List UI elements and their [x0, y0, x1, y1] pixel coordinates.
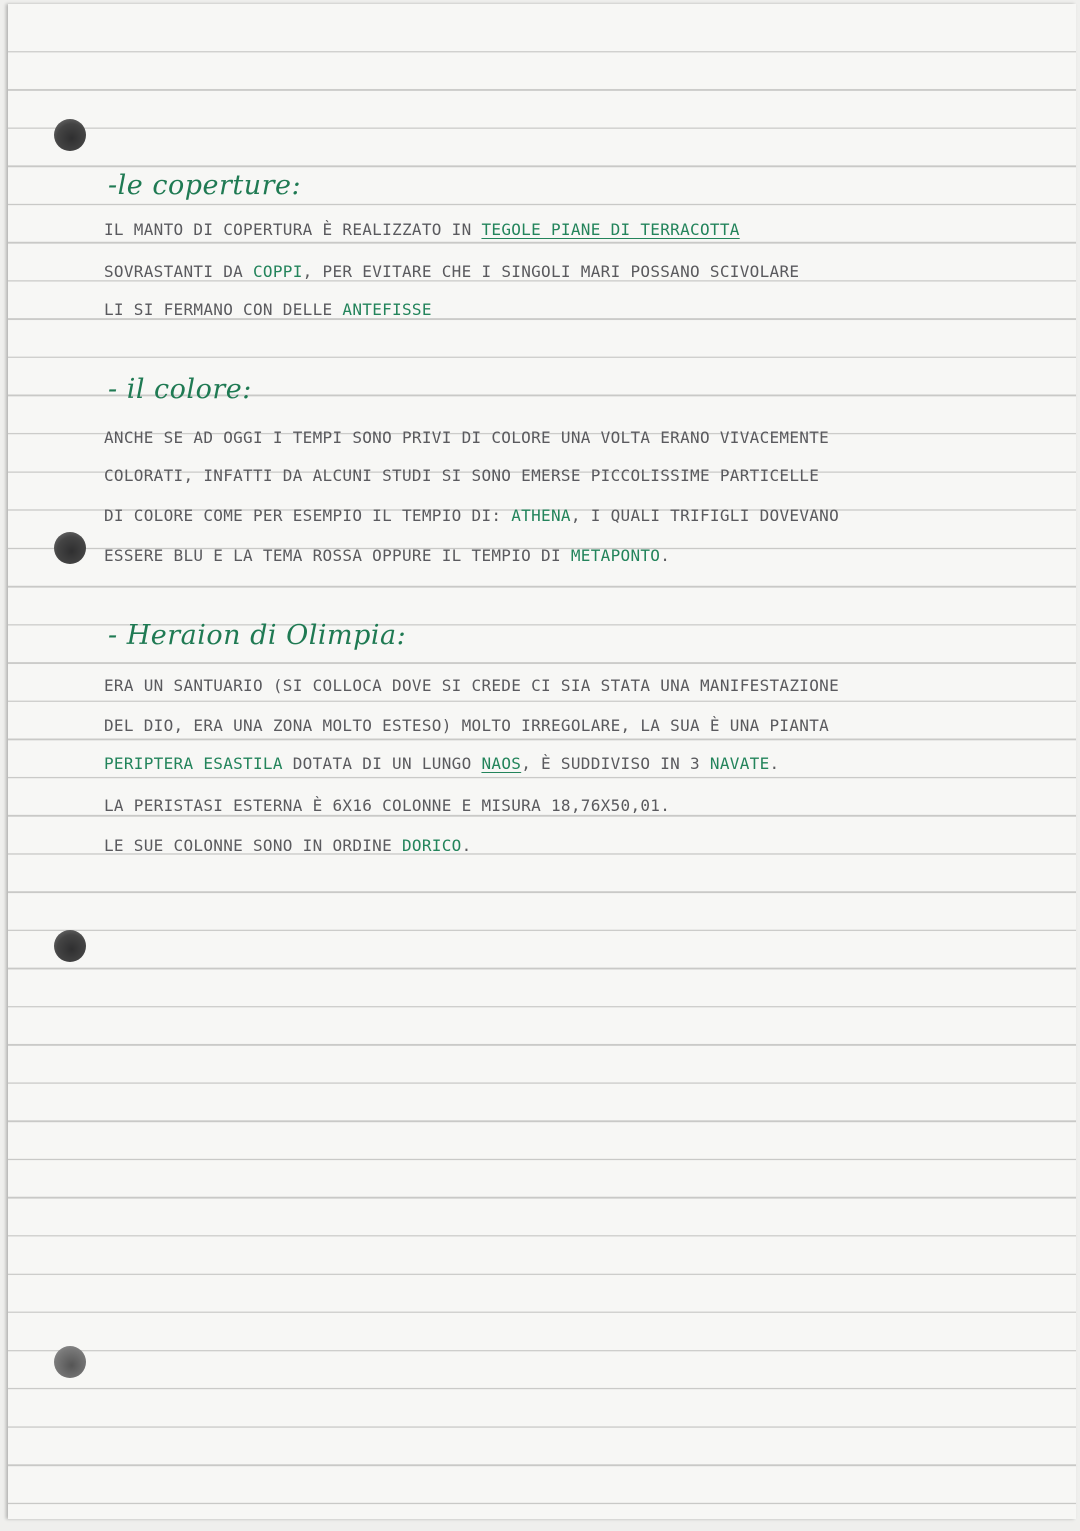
text-line: COLORATI, INFATTI DA ALCUNI STUDI SI SONO EMERSE PICCOLISSIME PARTICELLE: [104, 466, 820, 485]
text-line: IL MANTO DI COPERTURA È REALIZZATO IN TEGOLE PIANE DI TERRACOTTA: [104, 220, 740, 239]
heading-colore: - il colore:: [108, 374, 252, 405]
binder-hole: [54, 930, 86, 962]
text-line: SOVRASTANTI DA COPPI, PER EVITARE CHE I SINGOLI MARI POSSANO SCIVOLARE: [104, 262, 800, 281]
heading-coperture: -le coperture:: [108, 170, 302, 201]
text-line: ESSERE BLU E LA TEMA ROSSA OPPURE IL TEMPIO DI METAPONTO.: [104, 546, 671, 565]
text-line: DI COLORE COME PER ESEMPIO IL TEMPIO DI: ATHENA, I QUALI TRIFIGLI DOVEVANO: [104, 506, 840, 525]
binder-hole: [54, 119, 86, 151]
text-line: PERIPTERA ESASTILA DOTATA DI UN LUNGO NAOS, È SUDDIVISO IN 3 NAVATE.: [104, 754, 780, 773]
text-line: ERA UN SANTUARIO (SI COLLOCA DOVE SI CREDE CI SIA STATA UNA MANIFESTAZIONE: [104, 676, 840, 695]
text-line: DEL DIO, ERA UNA ZONA MOLTO ESTESO) MOLTO IRREGOLARE, LA SUA È UNA PIANTA: [104, 716, 830, 735]
text-line: LA PERISTASI ESTERNA È 6X16 COLONNE E MISURA 18,76X50,01.: [104, 796, 671, 815]
binder-hole: [54, 532, 86, 564]
text-line: ANCHE SE AD OGGI I TEMPI SONO PRIVI DI COLORE UNA VOLTA ERANO VIVACEMENTE: [104, 428, 830, 447]
notebook-page: [8, 4, 1076, 1519]
text-line: LE SUE COLONNE SONO IN ORDINE DORICO.: [104, 836, 472, 855]
heading-heraion: - Heraion di Olimpia:: [108, 620, 407, 651]
text-line: LI SI FERMANO CON DELLE ANTEFISSE: [104, 300, 432, 319]
binder-hole: [54, 1346, 86, 1378]
